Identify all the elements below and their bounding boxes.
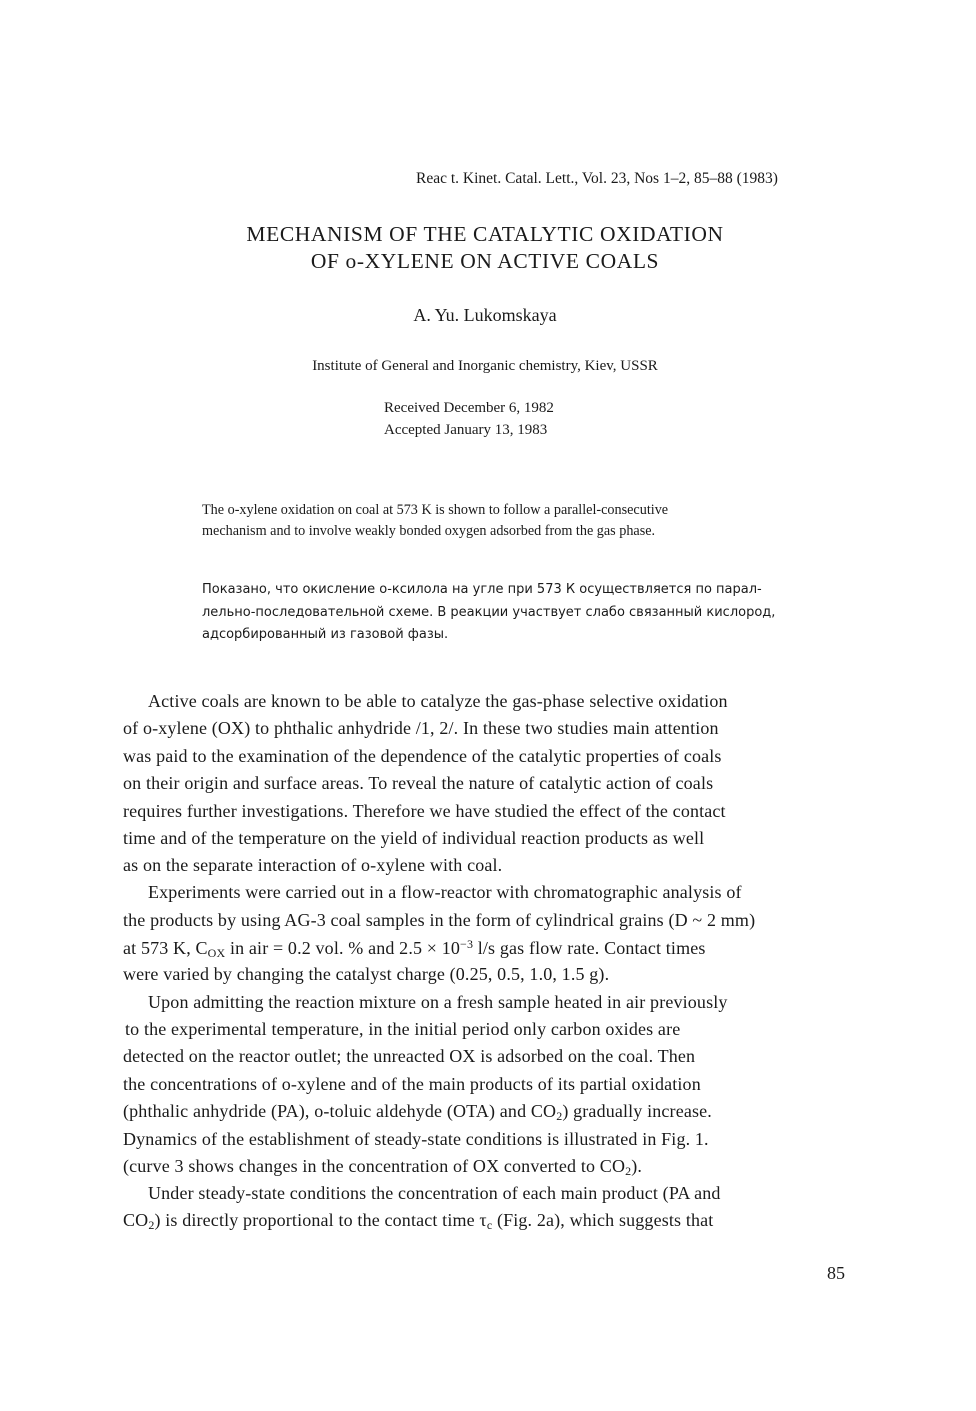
subscript: 2 (556, 1109, 563, 1123)
body-line: detected on the reactor outlet; the unreacted OX is adsorbed on the coal. Then (123, 1046, 696, 1066)
text-run: at 573 K, C (123, 938, 208, 958)
body-line: Dynamics of the establishment of steady-state conditions is illustrated in Fig. 1. (123, 1129, 709, 1149)
journal-reference: Reac t. Kinet. Catal. Lett., Vol. 23, Nos 1–2, 85–88 (1983) (416, 170, 778, 187)
body-line (123, 938, 706, 959)
title-line-1: MECHANISM OF THE CATALYTIC OXIDATION (246, 222, 724, 246)
body-line (123, 1156, 642, 1177)
body-line (123, 1101, 712, 1122)
text-run: CO (123, 1210, 149, 1230)
subscript: OX (207, 946, 226, 960)
author: A. Yu. Lukomskaya (413, 305, 557, 325)
body-line: Experiments were carried out in a flow-reactor with chromatographic analysis of (148, 882, 742, 902)
abstract-en-line: The o-xylene oxidation on coal at 573 K is shown to follow a parallel-consecutive (202, 502, 669, 518)
text-run: (Fig. 2a), which suggests that (492, 1210, 714, 1230)
body-line: was paid to the examination of the dependence of the catalytic properties of coals (123, 746, 722, 766)
affiliation: Institute of General and Inorganic chemistry, Kiev, USSR (312, 358, 658, 374)
page-number: 85 (827, 1263, 845, 1283)
subscript: 2 (148, 1218, 155, 1232)
body-line: the concentrations of o-xylene and of the main products of its partial oxidation (123, 1074, 701, 1094)
text-run: (phthalic anhydride (PA), o-toluic aldehyde (OTA) and CO (123, 1101, 557, 1121)
abstract-ru-line: лельно-последовательной схеме. В реакции участвует слабо связанный кислород, (202, 605, 776, 620)
body-line: of o-xylene (OX) to phthalic anhydride /1, 2/. In these two studies main attention (123, 718, 719, 738)
body-line: Under steady-state conditions the concentration of each main product (PA and (148, 1183, 721, 1203)
body-line: Active coals are known to be able to catalyze the gas-phase selective oxidation (148, 691, 728, 711)
body-line: the products by using AG-3 coal samples in the form of cylindrical grains (D ~ 2 mm) (123, 910, 756, 930)
abstract-ru-line: Показано, что окисление о-ксилола на угле при 573 К осуществляется по парал- (202, 582, 762, 597)
text-run: ) gradually increase. (562, 1101, 712, 1121)
body-line: Upon admitting the reaction mixture on a fresh sample heated in air previously (148, 992, 728, 1012)
body-line: were varied by changing the catalyst charge (0.25, 0.5, 1.0, 1.5 g). (123, 964, 610, 984)
received-date: Received December 6, 1982 (384, 400, 554, 416)
body-line: requires further investigations. Therefore we have studied the effect of the contact (123, 801, 726, 821)
abstract-en-line: mechanism and to involve weakly bonded oxygen adsorbed from the gas phase. (202, 523, 656, 539)
body-line (123, 1210, 713, 1231)
body-line: to the experimental temperature, in the initial period only carbon oxides are (125, 1019, 681, 1039)
body-line: as on the separate interaction of o-xylene with coal. (123, 855, 503, 875)
body-line: time and of the temperature on the yield of individual reaction products as well (123, 828, 705, 848)
text-run: ). (631, 1156, 643, 1176)
text-run: in air = 0.2 vol. % and 2.5 × 10 (225, 938, 461, 958)
title-line-2: OF o-XYLENE ON ACTIVE COALS (310, 249, 660, 273)
subscript: c (486, 1218, 493, 1232)
accepted-date: Accepted January 13, 1983 (384, 422, 548, 438)
text-run: (curve 3 shows changes in the concentration of OX converted to CO (123, 1156, 626, 1176)
text-run: ) is directly proportional to the contact time τ (154, 1210, 487, 1230)
text-run: l/s gas flow rate. Contact times (473, 938, 706, 958)
subscript: 2 (625, 1164, 632, 1178)
abstract-ru-line: адсорбированный из газовой фазы. (202, 627, 449, 642)
body-line: on their origin and surface areas. To reveal the nature of catalytic action of coals (123, 773, 714, 793)
superscript: −3 (460, 937, 474, 951)
